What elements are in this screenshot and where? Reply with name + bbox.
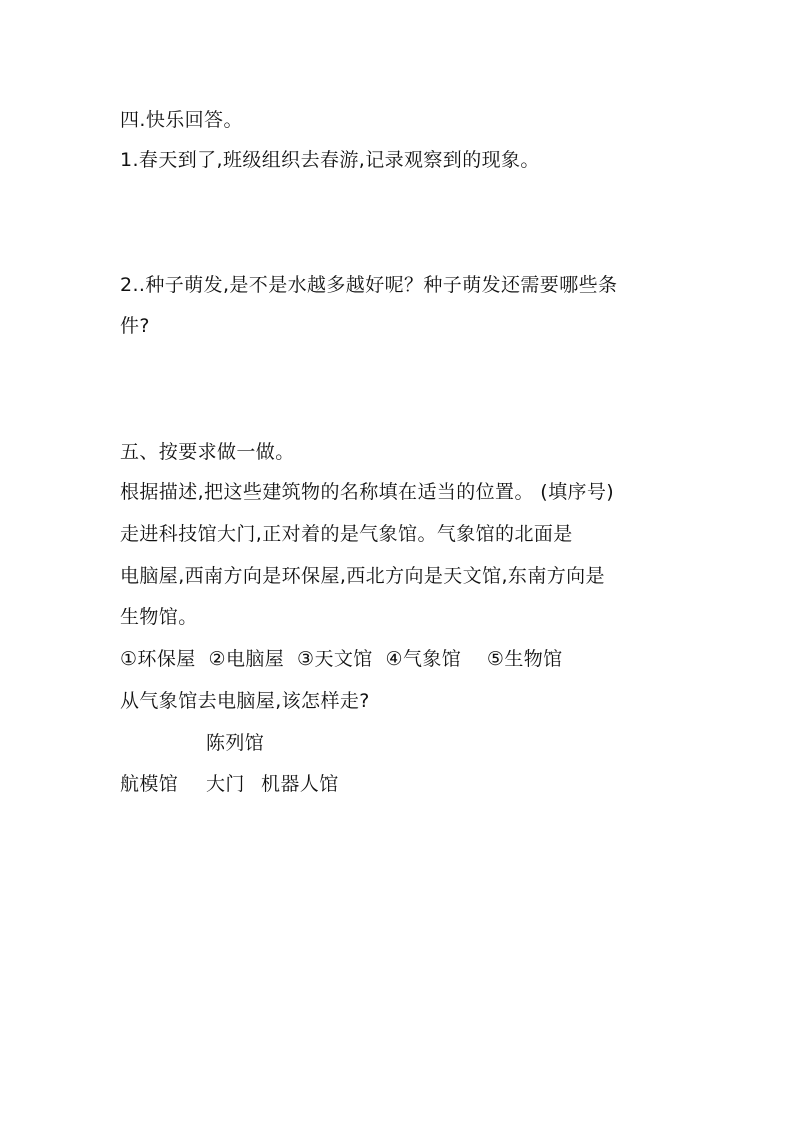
map-label-model-hall: 航模馆 [120, 773, 179, 795]
description-line-2: 电脑屋,西南方向是环保屋,西北方向是天文馆,东南方向是 [120, 565, 605, 587]
question-2-line-1: 2..种子萌发,是不是水越多越好呢？种子萌发还需要哪些条 [120, 274, 618, 296]
description-line-3: 生物馆。 [120, 606, 198, 628]
section-5-heading: 五、按要求做一做。 [120, 441, 295, 463]
route-question: 从气象馆去电脑屋,该怎样走? [120, 690, 370, 712]
question-2-line-2: 件? [120, 315, 150, 337]
building-options: ①环保屋 ②电脑屋 ③天文馆 ④气象馆 ⑤生物馆 [120, 648, 563, 670]
map-label-exhibition-hall: 陈列馆 [206, 732, 265, 754]
question-1: 1.春天到了,班级组织去春游,记录观察到的现象。 [120, 149, 540, 171]
map-label-robot-hall: 机器人馆 [261, 773, 339, 795]
map-label-main-gate: 大门 [206, 773, 245, 795]
section-4-heading: 四.快乐回答。 [120, 109, 243, 131]
description-line-1: 走进科技馆大门,正对着的是气象馆。气象馆的北面是 [120, 523, 573, 545]
instruction: 根据描述,把这些建筑物的名称填在适当的位置。 (填序号) [120, 481, 615, 503]
